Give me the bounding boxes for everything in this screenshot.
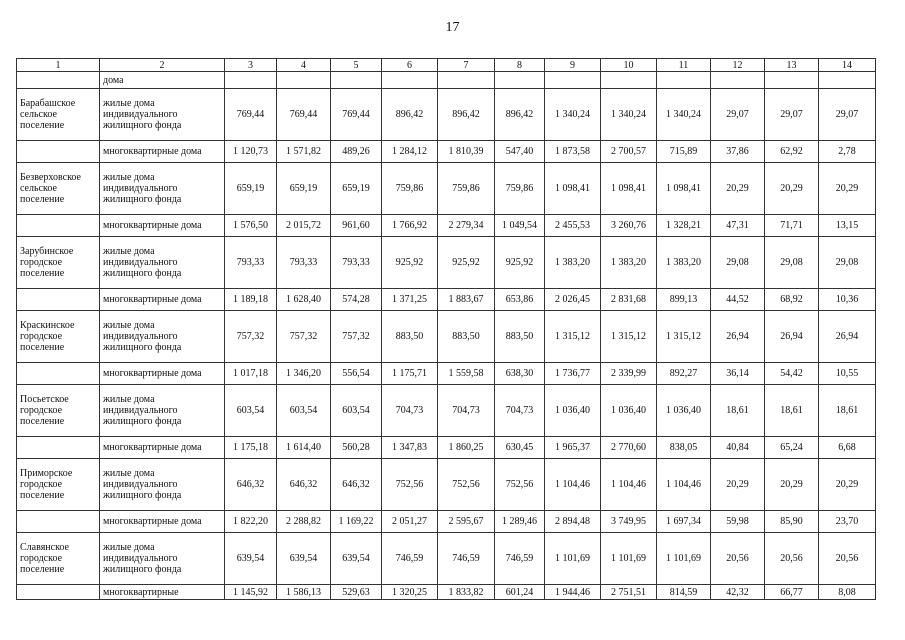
value-cell: 757,32 — [225, 311, 277, 363]
column-number-9: 9 — [545, 59, 601, 72]
settlement-cell — [17, 363, 100, 385]
housing-type-cell: дома — [100, 72, 225, 89]
value-cell: 793,33 — [225, 237, 277, 289]
value-cell: 2 288,82 — [277, 511, 331, 533]
column-number-10: 10 — [601, 59, 657, 72]
value-cell: 2 015,72 — [277, 215, 331, 237]
table-row — [17, 511, 876, 533]
value-cell: 2 339,99 — [601, 363, 657, 385]
settlement-cell — [17, 289, 100, 311]
settlement-name: Приморское городское поселение — [17, 459, 100, 511]
value-cell: 20,29 — [765, 163, 819, 215]
value-cell: 1 315,12 — [657, 311, 711, 363]
value-cell: 37,86 — [711, 141, 765, 163]
value-cell: 1 614,40 — [277, 437, 331, 459]
value-cell: 883,50 — [438, 311, 495, 363]
value-cell: 704,73 — [382, 385, 438, 437]
value-cell: 2,78 — [819, 141, 876, 163]
value-cell: 883,50 — [382, 311, 438, 363]
value-cell — [277, 72, 331, 89]
value-cell: 639,54 — [277, 533, 331, 585]
table-row — [17, 311, 876, 363]
value-cell: 746,59 — [495, 533, 545, 585]
value-cell: 1 571,82 — [277, 141, 331, 163]
page-number: 17 — [445, 20, 460, 35]
value-cell: 1 860,25 — [438, 437, 495, 459]
value-cell: 29,08 — [765, 237, 819, 289]
value-cell: 1 104,46 — [657, 459, 711, 511]
value-cell: 10,36 — [819, 289, 876, 311]
housing-type-cell: жилые дома индивидуального жилищного фонда — [100, 237, 225, 289]
value-cell: 883,50 — [495, 311, 545, 363]
column-number-14: 14 — [819, 59, 876, 72]
settlement-name: Славянское городское поселение — [17, 533, 100, 585]
value-cell: 23,70 — [819, 511, 876, 533]
value-cell: 1 697,34 — [657, 511, 711, 533]
table-row — [17, 363, 876, 385]
housing-type-cell: многоквартирные дома — [100, 141, 225, 163]
value-cell: 1 559,58 — [438, 363, 495, 385]
value-cell: 1 340,24 — [545, 89, 601, 141]
value-cell: 574,28 — [331, 289, 382, 311]
settlement-name: Безверховское сельское поселение — [17, 163, 100, 215]
value-cell: 1 833,82 — [438, 585, 495, 600]
value-cell: 759,86 — [438, 163, 495, 215]
value-cell: 547,40 — [495, 141, 545, 163]
value-cell: 769,44 — [277, 89, 331, 141]
value-cell: 3 260,76 — [601, 215, 657, 237]
table-row — [17, 533, 876, 585]
settlement-cell — [17, 585, 100, 600]
value-cell: 1 340,24 — [601, 89, 657, 141]
value-cell — [438, 72, 495, 89]
value-cell: 1 036,40 — [657, 385, 711, 437]
value-cell: 20,29 — [765, 459, 819, 511]
value-cell: 2 700,57 — [601, 141, 657, 163]
value-cell: 1 315,12 — [601, 311, 657, 363]
table-row — [17, 72, 876, 89]
table-row — [17, 89, 876, 141]
value-cell: 2 595,67 — [438, 511, 495, 533]
column-number-8: 8 — [495, 59, 545, 72]
value-cell: 65,24 — [765, 437, 819, 459]
value-cell: 639,54 — [225, 533, 277, 585]
housing-type-cell: жилые дома индивидуального жилищного фонда — [100, 163, 225, 215]
value-cell: 13,15 — [819, 215, 876, 237]
value-cell: 1 036,40 — [601, 385, 657, 437]
value-cell: 42,32 — [711, 585, 765, 600]
value-cell: 603,54 — [331, 385, 382, 437]
value-cell: 20,56 — [765, 533, 819, 585]
value-cell: 1 736,77 — [545, 363, 601, 385]
value-cell: 1 189,18 — [225, 289, 277, 311]
value-cell: 44,52 — [711, 289, 765, 311]
value-cell: 85,90 — [765, 511, 819, 533]
value-cell: 54,42 — [765, 363, 819, 385]
value-cell: 1 347,83 — [382, 437, 438, 459]
column-number-5: 5 — [331, 59, 382, 72]
value-cell: 639,54 — [331, 533, 382, 585]
value-cell — [495, 72, 545, 89]
value-cell: 26,94 — [819, 311, 876, 363]
housing-type-cell: жилые дома индивидуального жилищного фонда — [100, 459, 225, 511]
value-cell: 1 810,39 — [438, 141, 495, 163]
value-cell: 896,42 — [438, 89, 495, 141]
value-cell: 896,42 — [382, 89, 438, 141]
value-cell: 1 315,12 — [545, 311, 601, 363]
value-cell: 892,27 — [657, 363, 711, 385]
value-cell: 704,73 — [495, 385, 545, 437]
value-cell: 1 965,37 — [545, 437, 601, 459]
housing-type-cell: многоквартирные дома — [100, 437, 225, 459]
value-cell: 1 169,22 — [331, 511, 382, 533]
value-cell: 1 822,20 — [225, 511, 277, 533]
settlement-name: Зарубинское городское поселение — [17, 237, 100, 289]
value-cell: 20,29 — [819, 459, 876, 511]
value-cell: 29,08 — [711, 237, 765, 289]
housing-type-cell: многоквартирные — [100, 585, 225, 600]
settlement-cell — [17, 72, 100, 89]
value-cell: 759,86 — [495, 163, 545, 215]
value-cell — [225, 72, 277, 89]
value-cell: 630,45 — [495, 437, 545, 459]
value-cell: 1 383,20 — [601, 237, 657, 289]
value-cell: 1 049,54 — [495, 215, 545, 237]
value-cell: 896,42 — [495, 89, 545, 141]
value-cell: 36,14 — [711, 363, 765, 385]
value-cell: 2 455,53 — [545, 215, 601, 237]
value-cell: 752,56 — [495, 459, 545, 511]
value-cell: 20,56 — [819, 533, 876, 585]
table-row — [17, 585, 876, 600]
table-row — [17, 385, 876, 437]
table-row — [17, 459, 876, 511]
value-cell — [765, 72, 819, 89]
value-cell: 1 098,41 — [545, 163, 601, 215]
value-cell: 646,32 — [331, 459, 382, 511]
column-number-3: 3 — [225, 59, 277, 72]
value-cell: 1 766,92 — [382, 215, 438, 237]
value-cell: 1 101,69 — [601, 533, 657, 585]
value-cell: 704,73 — [438, 385, 495, 437]
value-cell: 752,56 — [438, 459, 495, 511]
value-cell: 8,08 — [819, 585, 876, 600]
value-cell: 68,92 — [765, 289, 819, 311]
value-cell: 1 628,40 — [277, 289, 331, 311]
value-cell — [382, 72, 438, 89]
value-cell: 18,61 — [765, 385, 819, 437]
value-cell: 1 098,41 — [601, 163, 657, 215]
value-cell: 1 101,69 — [657, 533, 711, 585]
value-cell: 752,56 — [382, 459, 438, 511]
column-number-1: 1 — [17, 59, 100, 72]
housing-type-cell: многоквартирные дома — [100, 511, 225, 533]
value-cell: 29,07 — [711, 89, 765, 141]
value-cell: 529,63 — [331, 585, 382, 600]
value-cell: 646,32 — [277, 459, 331, 511]
column-number-4: 4 — [277, 59, 331, 72]
value-cell: 603,54 — [225, 385, 277, 437]
tariff-table — [16, 58, 876, 600]
table-row — [17, 215, 876, 237]
housing-type-cell: многоквартирные дома — [100, 289, 225, 311]
value-cell: 653,86 — [495, 289, 545, 311]
value-cell: 29,08 — [819, 237, 876, 289]
value-cell: 1 586,13 — [277, 585, 331, 600]
value-cell: 925,92 — [438, 237, 495, 289]
value-cell: 556,54 — [331, 363, 382, 385]
value-cell: 1 036,40 — [545, 385, 601, 437]
housing-type-cell: жилые дома индивидуального жилищного фонда — [100, 533, 225, 585]
value-cell: 1 576,50 — [225, 215, 277, 237]
value-cell: 659,19 — [225, 163, 277, 215]
column-number-row — [17, 59, 876, 72]
column-number-2: 2 — [100, 59, 225, 72]
value-cell: 2 831,68 — [601, 289, 657, 311]
value-cell: 603,54 — [277, 385, 331, 437]
value-cell: 1 104,46 — [545, 459, 601, 511]
value-cell: 6,68 — [819, 437, 876, 459]
value-cell: 1 383,20 — [657, 237, 711, 289]
value-cell: 62,92 — [765, 141, 819, 163]
table-row — [17, 163, 876, 215]
value-cell: 601,24 — [495, 585, 545, 600]
value-cell: 759,86 — [382, 163, 438, 215]
value-cell: 925,92 — [495, 237, 545, 289]
value-cell: 29,07 — [819, 89, 876, 141]
table-body — [17, 59, 876, 600]
value-cell — [711, 72, 765, 89]
settlement-cell — [17, 215, 100, 237]
value-cell: 1 284,12 — [382, 141, 438, 163]
value-cell — [657, 72, 711, 89]
value-cell: 1 175,18 — [225, 437, 277, 459]
settlement-cell — [17, 511, 100, 533]
value-cell: 814,59 — [657, 585, 711, 600]
value-cell: 646,32 — [225, 459, 277, 511]
settlement-cell — [17, 141, 100, 163]
column-number-13: 13 — [765, 59, 819, 72]
housing-type-cell: многоквартирные дома — [100, 215, 225, 237]
table-row — [17, 237, 876, 289]
housing-type-cell: многоквартирные дома — [100, 363, 225, 385]
value-cell: 715,89 — [657, 141, 711, 163]
value-cell: 793,33 — [277, 237, 331, 289]
value-cell: 10,55 — [819, 363, 876, 385]
value-cell: 1 371,25 — [382, 289, 438, 311]
value-cell: 1 101,69 — [545, 533, 601, 585]
column-number-7: 7 — [438, 59, 495, 72]
value-cell: 26,94 — [711, 311, 765, 363]
table-row — [17, 289, 876, 311]
settlement-name: Барабашское сельское поселение — [17, 89, 100, 141]
value-cell: 1 328,21 — [657, 215, 711, 237]
column-number-6: 6 — [382, 59, 438, 72]
value-cell: 659,19 — [331, 163, 382, 215]
value-cell: 1 104,46 — [601, 459, 657, 511]
column-number-11: 11 — [657, 59, 711, 72]
settlement-cell — [17, 437, 100, 459]
value-cell: 2 770,60 — [601, 437, 657, 459]
value-cell: 1 320,25 — [382, 585, 438, 600]
value-cell: 793,33 — [331, 237, 382, 289]
value-cell: 2 894,48 — [545, 511, 601, 533]
value-cell: 20,29 — [819, 163, 876, 215]
value-cell: 659,19 — [277, 163, 331, 215]
value-cell: 769,44 — [331, 89, 382, 141]
value-cell: 1 145,92 — [225, 585, 277, 600]
value-cell: 29,07 — [765, 89, 819, 141]
housing-type-cell: жилые дома индивидуального жилищного фонда — [100, 89, 225, 141]
column-number-12: 12 — [711, 59, 765, 72]
value-cell: 746,59 — [438, 533, 495, 585]
value-cell: 2 026,45 — [545, 289, 601, 311]
value-cell: 899,13 — [657, 289, 711, 311]
value-cell: 1 383,20 — [545, 237, 601, 289]
value-cell: 26,94 — [765, 311, 819, 363]
housing-type-cell: жилые дома индивидуального жилищного фонда — [100, 385, 225, 437]
value-cell: 1 098,41 — [657, 163, 711, 215]
value-cell: 1 017,18 — [225, 363, 277, 385]
value-cell: 20,29 — [711, 459, 765, 511]
value-cell: 66,77 — [765, 585, 819, 600]
value-cell: 1 340,24 — [657, 89, 711, 141]
value-cell — [331, 72, 382, 89]
settlement-name: Посьетское городское поселение — [17, 385, 100, 437]
value-cell: 560,28 — [331, 437, 382, 459]
value-cell: 20,56 — [711, 533, 765, 585]
value-cell: 2 051,27 — [382, 511, 438, 533]
value-cell: 40,84 — [711, 437, 765, 459]
value-cell: 925,92 — [382, 237, 438, 289]
value-cell: 757,32 — [331, 311, 382, 363]
value-cell: 1 120,73 — [225, 141, 277, 163]
value-cell: 757,32 — [277, 311, 331, 363]
settlement-name: Краскинское городское поселение — [17, 311, 100, 363]
value-cell: 1 873,58 — [545, 141, 601, 163]
value-cell: 20,29 — [711, 163, 765, 215]
table-row — [17, 141, 876, 163]
value-cell: 838,05 — [657, 437, 711, 459]
value-cell — [819, 72, 876, 89]
value-cell: 3 749,95 — [601, 511, 657, 533]
value-cell: 1 944,46 — [545, 585, 601, 600]
value-cell: 59,98 — [711, 511, 765, 533]
value-cell: 489,26 — [331, 141, 382, 163]
value-cell: 2 751,51 — [601, 585, 657, 600]
value-cell: 1 883,67 — [438, 289, 495, 311]
value-cell: 746,59 — [382, 533, 438, 585]
value-cell: 2 279,34 — [438, 215, 495, 237]
value-cell: 961,60 — [331, 215, 382, 237]
value-cell: 1 175,71 — [382, 363, 438, 385]
value-cell: 1 289,46 — [495, 511, 545, 533]
value-cell: 18,61 — [819, 385, 876, 437]
value-cell — [601, 72, 657, 89]
value-cell — [545, 72, 601, 89]
table-row — [17, 437, 876, 459]
value-cell: 71,71 — [765, 215, 819, 237]
value-cell: 638,30 — [495, 363, 545, 385]
value-cell: 18,61 — [711, 385, 765, 437]
value-cell: 769,44 — [225, 89, 277, 141]
housing-type-cell: жилые дома индивидуального жилищного фонда — [100, 311, 225, 363]
value-cell: 47,31 — [711, 215, 765, 237]
value-cell: 1 346,20 — [277, 363, 331, 385]
